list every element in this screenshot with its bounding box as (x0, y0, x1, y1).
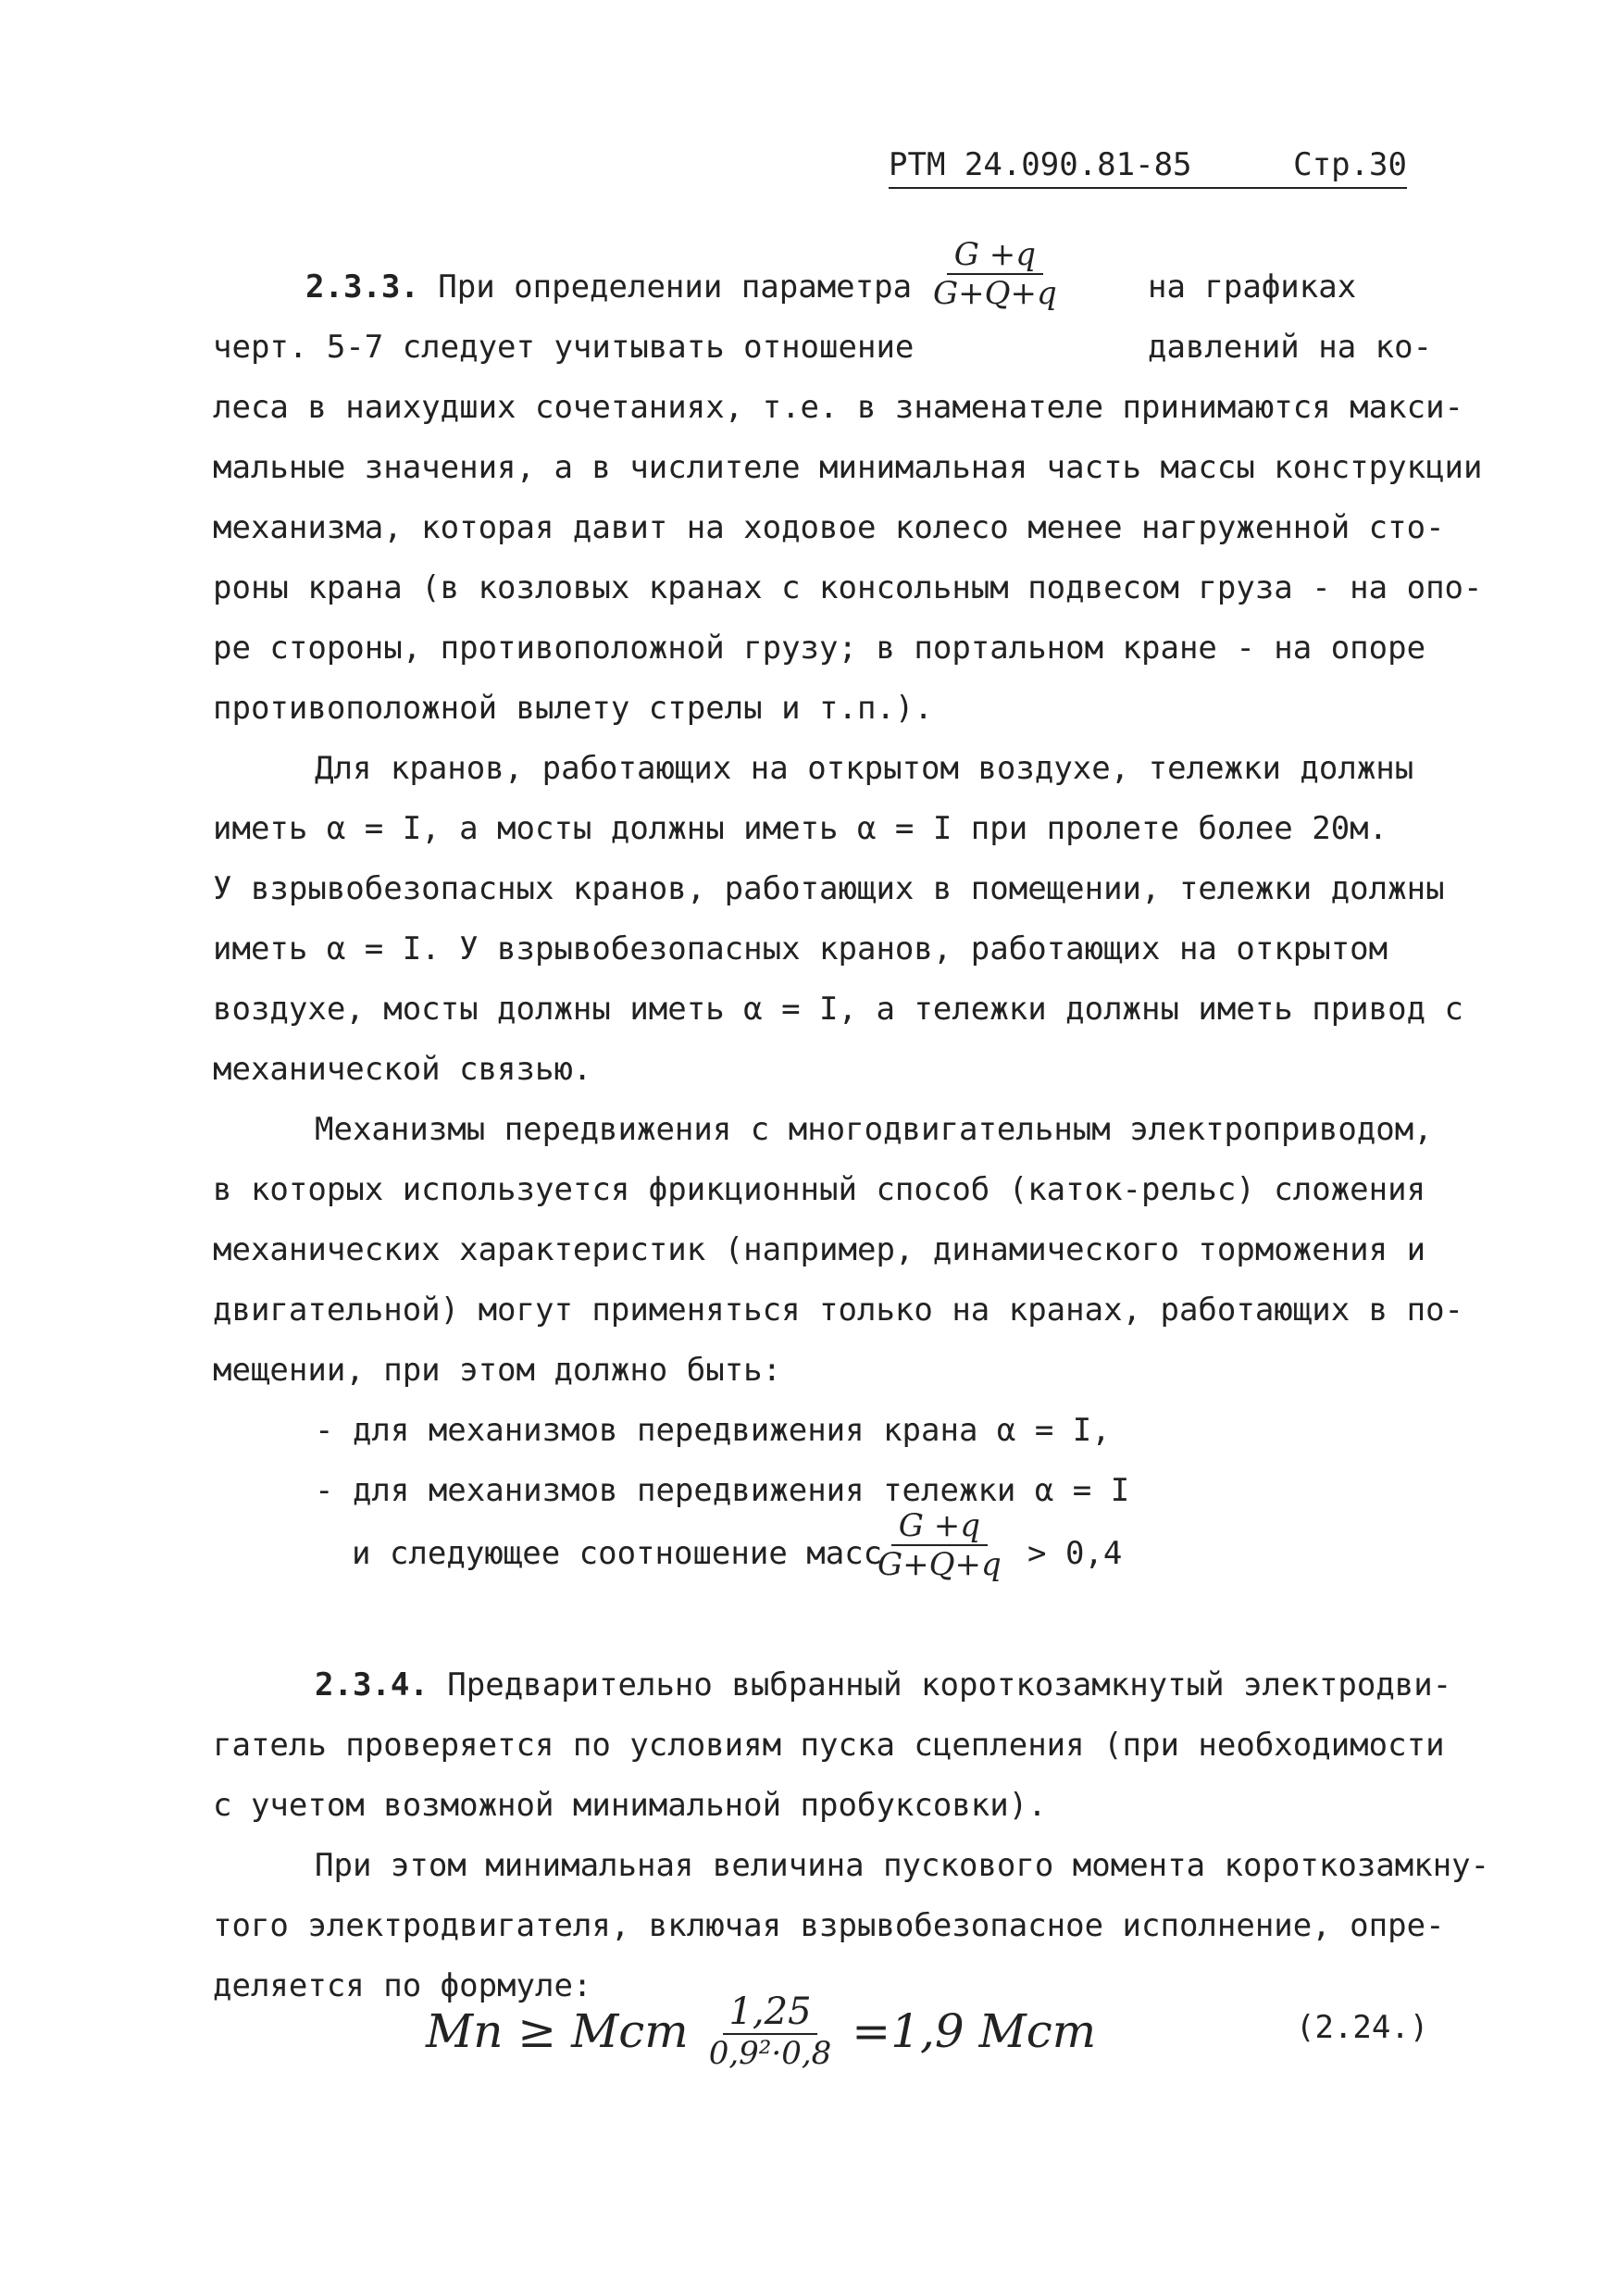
formula-fraction: $\frac{1,25}{\text{0,9²·0,8}}$ (708, 1990, 832, 2072)
list-item: - для механизмов передвижения крана α = I, (315, 1412, 1111, 1449)
text-line: механических характеристик (например, динамического торможения и (213, 1231, 1426, 1268)
text-line: > 0,4 (1027, 1535, 1123, 1572)
text-line: противоположной вылету стрелы и т.п.). (213, 690, 933, 727)
text-line: 2.3.3. При определении параметра (305, 268, 913, 306)
text-line: на графиках (1148, 268, 1357, 306)
text-line: черт. 5-7 следует учитывать отношение (213, 329, 915, 366)
text-line: механизма, которая давит на ходовое колесо менее нагруженной сто- (213, 509, 1445, 546)
text-line: механической связью. (213, 1051, 592, 1088)
formula-rhs: =1,9 Mст (852, 2004, 1097, 2058)
formula-lhs: Mп ≥ Mст (426, 2004, 689, 2058)
text-line: мальные значения, а в числителе минимальная часть массы конструкции (213, 449, 1483, 486)
text-line: деляется по формуле: (213, 1967, 592, 2004)
doc-code: РТМ 24.090.81-85 (889, 146, 1192, 183)
text-line: и следующее соотношение масс (352, 1535, 883, 1572)
text-line: давлений на ко- (1148, 329, 1433, 366)
text-line: 2.3.4. Предварительно выбранный короткозамкнутый электродви- (315, 1666, 1452, 1703)
fraction-mass-ratio: $\frac{G +q}{G+Q+q}$ (877, 1507, 1002, 1583)
text-line: роны крана (в козловых кранах с консольным подвесом груза - на опо- (213, 569, 1483, 606)
text-line: в которых используется фрикционный способ (каток-рельс) сложения (213, 1171, 1426, 1208)
text-line: двигательной) могут применяться только на кранах, работающих в по- (213, 1292, 1464, 1329)
formula-2-24 (426, 1990, 1096, 2072)
text-line: воздухе, мосты должны иметь α = I, а тележки должны иметь привод с (213, 991, 1464, 1028)
list-item: - для механизмов передвижения тележки α = I (315, 1472, 1130, 1509)
text-line: иметь α = I, а мосты должны иметь α = I при пролете более 20м. (213, 810, 1388, 847)
text-line: с учетом возможной минимальной пробуксовки). (213, 1787, 1047, 1824)
text-line: При этом минимальная величина пускового момента короткозамкну- (315, 1847, 1490, 1884)
text-line: Механизмы передвижения с многодвигательным электроприводом, (315, 1111, 1433, 1148)
page-number: Стр.30 (1293, 146, 1407, 183)
text-line: ре стороны, противоположной грузу; в портальном кране - на опоре (213, 630, 1426, 667)
text-line: мещении, при этом должно быть: (213, 1352, 782, 1389)
text-line: гатель проверяется по условиям пуска сцепления (при необходимости (213, 1727, 1445, 1764)
page-header (889, 146, 1407, 189)
text-line: Для кранов, работающих на открытом воздухе, тележки должны (315, 750, 1414, 787)
text-line: леса в наихудших сочетаниях, т.е. в знаменателе принимаются макси- (213, 389, 1464, 426)
text-line: иметь α = I. У взрывобезопасных кранов, работающих на открытом (213, 930, 1388, 967)
text-line: того электродвигателя, включая взрывобезопасное исполнение, опре- (213, 1907, 1445, 1944)
fraction-parameter: $\frac{G +q}{G+Q+q}$ (933, 236, 1057, 312)
equation-number: (2.24.) (1296, 2009, 1429, 2046)
text-line: У взрывобезопасных кранов, работающих в помещении, тележки должны (213, 870, 1445, 907)
